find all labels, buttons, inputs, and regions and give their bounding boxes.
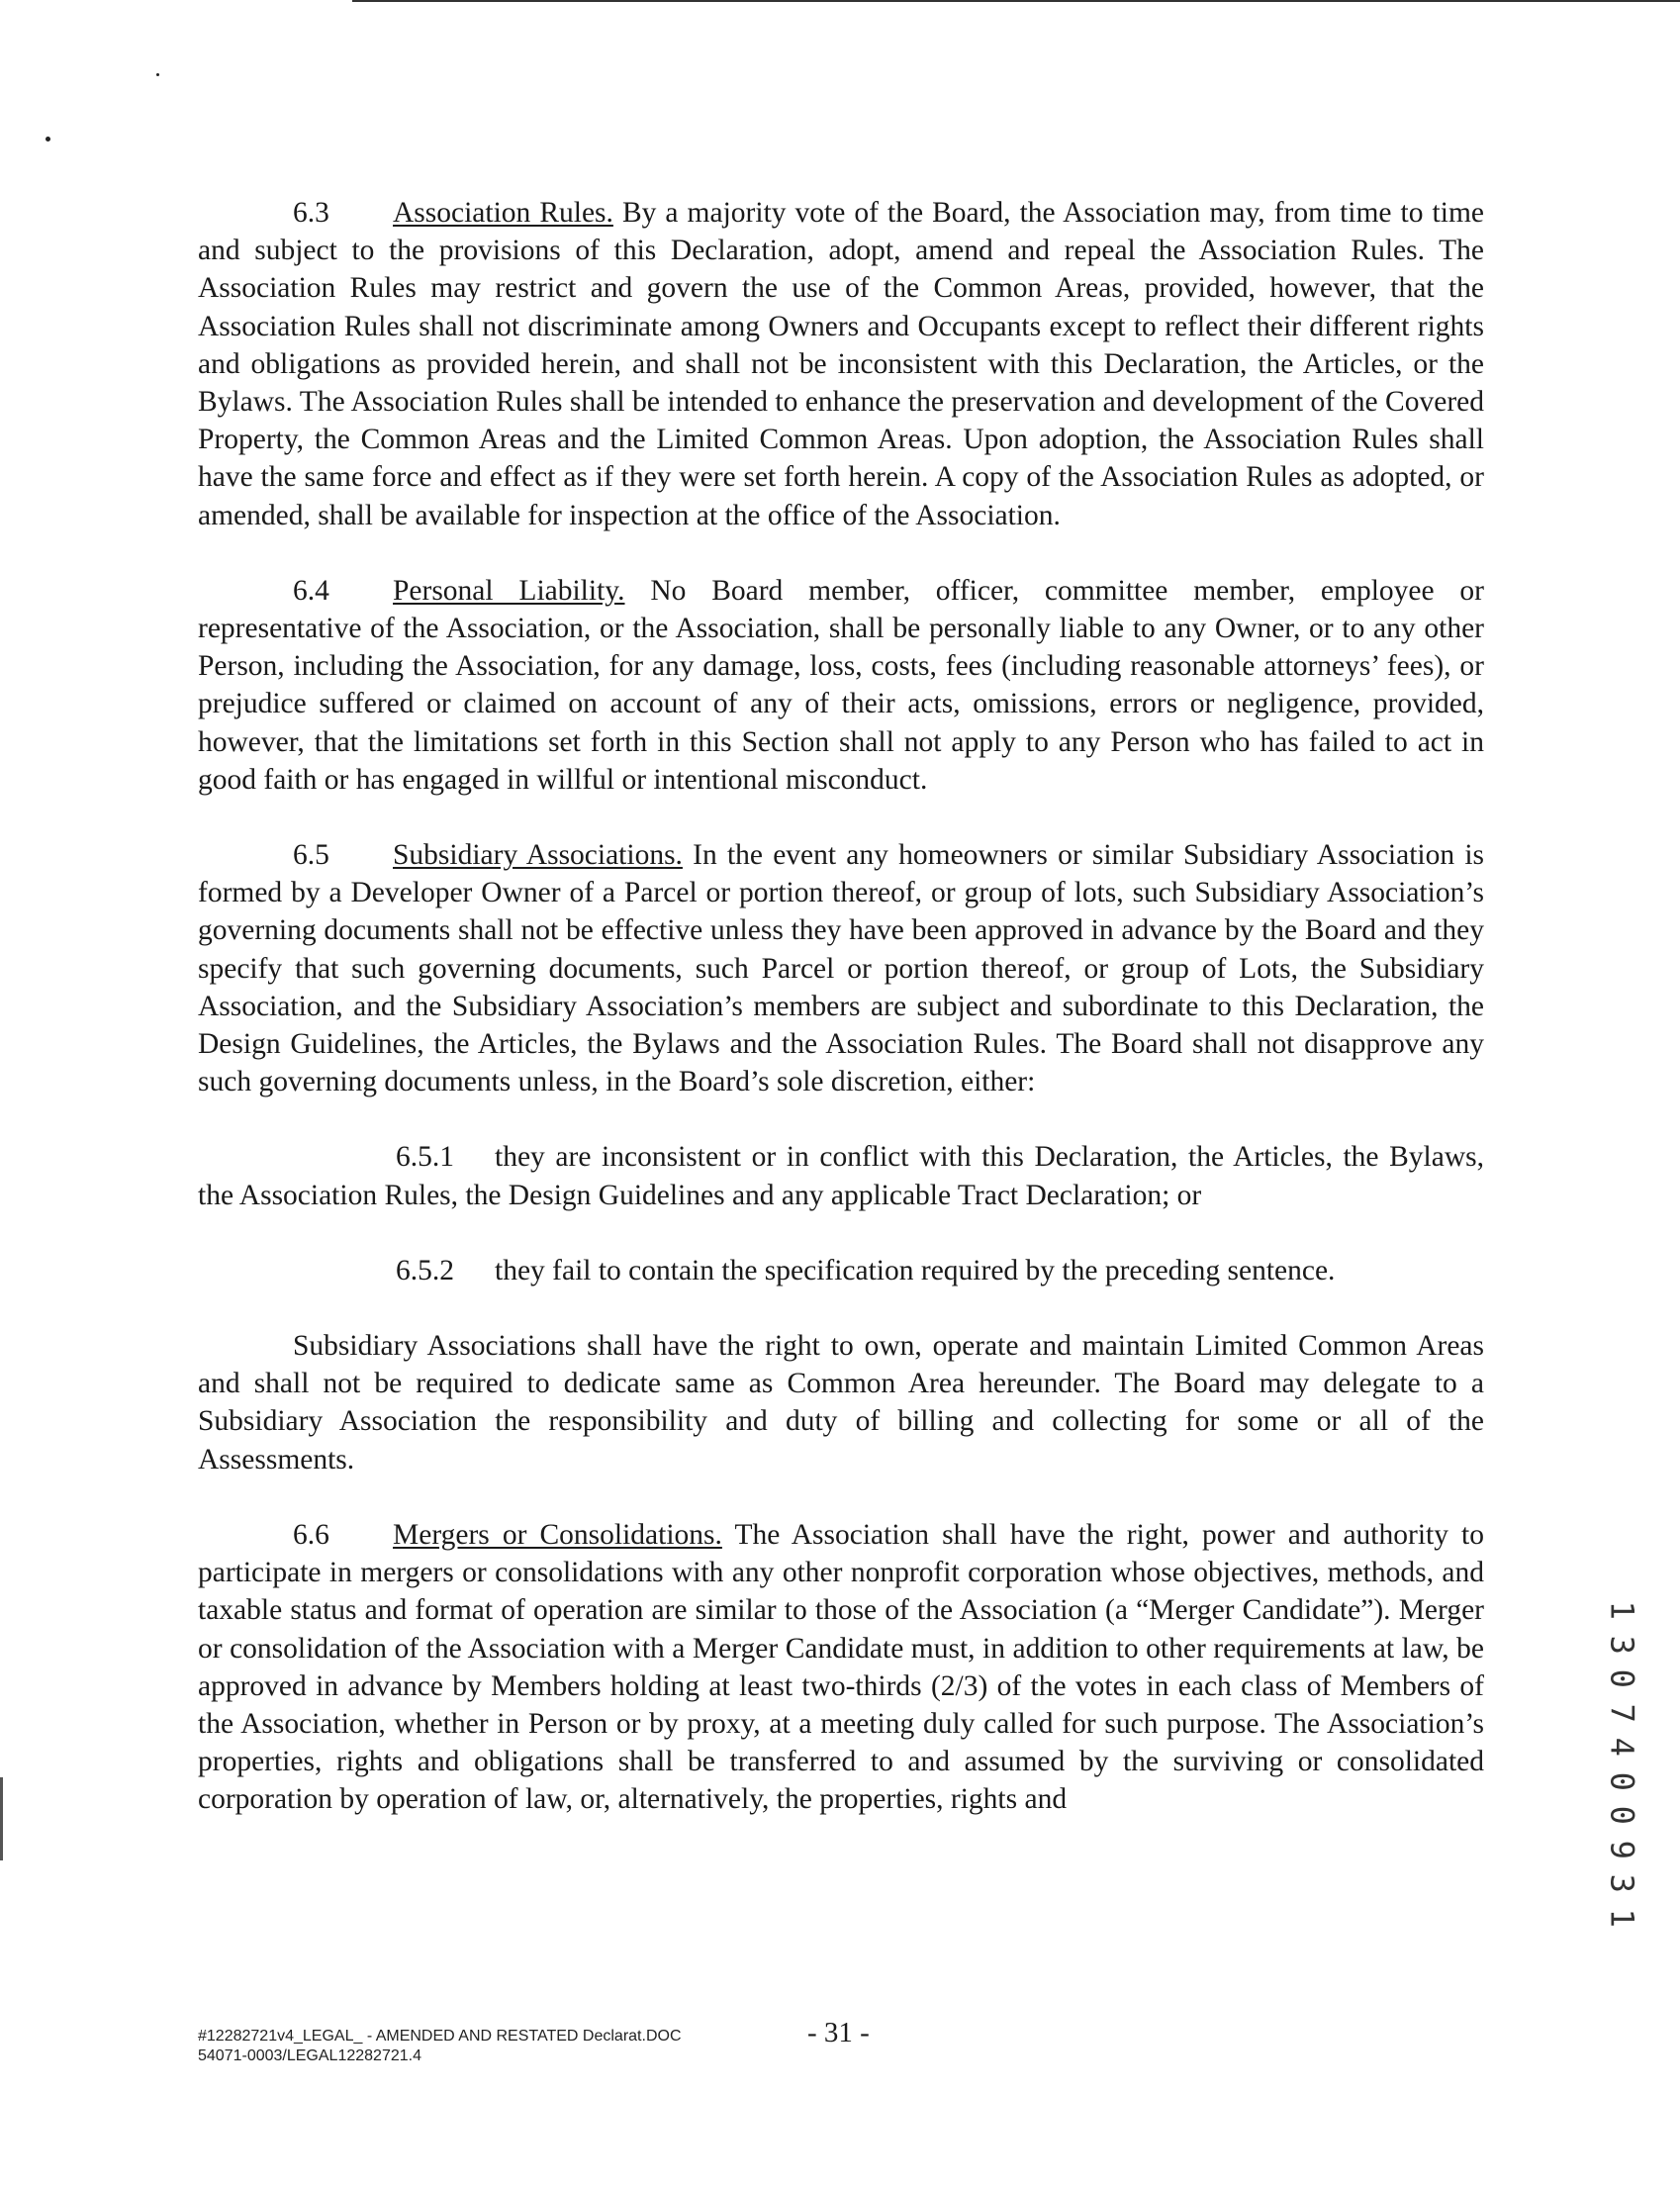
document-body [198, 194, 1484, 1856]
section-6-4 [198, 572, 1484, 799]
top-scan-rule [352, 0, 1680, 2]
footer-line-2: 54071-0003/LEGAL12282721.4 [198, 2047, 421, 2064]
stamp-digit: 4 [1603, 1737, 1641, 1757]
section-number: 6.4 [293, 574, 329, 607]
stamp-digit: 9 [1603, 1840, 1641, 1859]
footer-doc-id [198, 2027, 682, 2066]
section-heading: Subsidiary Associations. [393, 839, 683, 872]
section-6-6 [198, 1516, 1484, 1819]
scan-speck [46, 137, 50, 142]
subsection-text: they are inconsistent or in conflict with this Declaration, the Articles, the Bylaws, the Association Rules, the Design Guidelines and any applicable Tract Declaration; or [198, 1141, 1484, 1211]
stamp-digit: 0 [1603, 1668, 1641, 1688]
stamp-digit: 7 [1603, 1703, 1641, 1723]
section-heading: Personal Liability. [393, 574, 625, 607]
subsection-6-5-1 [198, 1138, 1484, 1213]
section-text: By a majority vote of the Board, the Association may, from time to time and subject to the provisions of this Declaration, adopt, amend and repeal the Association Rules. The Association Rules may restrict and govern the use of the Common Areas, provided, however, that the Association Rules shall not discriminate among Owners and Occupants except to reflect their different rights and obligations as provided herein, and shall not be inconsistent with this Declaration, the Articles, or the Bylaws. The Association Rules shall be intended to enhance the preservation and development of the Covered Property, the Common Areas and the Limited Common Areas. Upon adoption, the Association Rules shall have the same force and effect as if they were set forth herein. A copy of the Association Rules as adopted, or amended, shall be available for inspection at the office of the Association. [198, 197, 1484, 531]
scan-speck [156, 73, 159, 76]
recording-stamp [1603, 1593, 1641, 1935]
subsection-6-5-2 [198, 1252, 1484, 1289]
subsection-number: 6.5.1 [396, 1141, 454, 1174]
section-heading: Association Rules. [393, 197, 613, 229]
section-number: 6.3 [293, 197, 329, 229]
section-number: 6.6 [293, 1518, 329, 1551]
stamp-digit: 3 [1603, 1635, 1641, 1655]
stamp-digit: 1 [1603, 1908, 1641, 1928]
page-number: - 31 - [807, 2017, 870, 2048]
footer-line-1: #12282721v4_LEGAL_ - AMENDED AND RESTATED Declarat.DOC [198, 2028, 682, 2045]
stamp-digit: 0 [1603, 1771, 1641, 1791]
section-heading: Mergers or Consolidations. [393, 1518, 722, 1551]
subsection-number: 6.5.2 [396, 1254, 454, 1286]
subsection-text: they fail to contain the specification required by the preceding sentence. [495, 1254, 1336, 1286]
stamp-digit: 3 [1603, 1873, 1641, 1893]
continuation-paragraph: Subsidiary Associations shall have the right to own, operate and maintain Limited Common Areas and shall not be required to dedicate same as Common Area hereunder. The Board may delegate to a Subsidiary Association the responsibility and duty of billing and collecting for some or all of the Assessments. [198, 1330, 1484, 1475]
recording-stamp-text [1603, 1593, 1641, 1935]
section-text: In the event any homeowners or similar Subsidiary Association is formed by a Developer Owner of a Parcel or portion thereof, or group of lots, such Subsidiary Association’s governing documents shall not be effective unless they have been approved in advance by the Board and they specify that such governing documents, such Parcel or portion thereof, or group of Lots, the Subsidiary Association, and the Subsidiary Association’s members are subject and subordinate to this Declaration, the Design Guidelines, the Articles, the Bylaws and the Association Rules. The Board shall not disapprove any such governing documents unless, in the Board’s sole discretion, either: [198, 839, 1484, 1098]
scan-edge-mark [0, 1777, 3, 1860]
section-6-5 [198, 836, 1484, 1100]
section-text: The Association shall have the right, power and authority to participate in mergers or consolidations with any other nonprofit corporation whose objectives, methods, and taxable status and format of operation are similar to those of the Association (a “Merger Candidate”). Merger or consolidation of the Association with a Merger Candidate must, in addition to other requirements at law, be approved in advance by Members holding at least two-thirds (2/3) of the votes in each class of Members of the Association, whether in Person or by proxy, at a meeting duly called for such purpose. The Association’s properties, rights and obligations shall be transferred to and assumed by the surviving or consolidated corporation by operation of law, or, alternatively, the properties, rights and [198, 1518, 1484, 1816]
stamp-digit: 1 [1603, 1600, 1641, 1620]
stamp-digit: 0 [1603, 1805, 1641, 1825]
section-6-3 [198, 194, 1484, 534]
section-number: 6.5 [293, 839, 329, 872]
section-text: No Board member, officer, committee member, employee or representative of the Association, or the Association, shall be personally liable to any Owner, or to any other Person, including the Association, for any damage, loss, costs, fees (including reasonable attorneys’ fees), or prejudice suffered or claimed on account of any of their acts, omissions, errors or negligence, provided, however, that the limitations set forth in this Section shall not apply to any Person who has failed to act in good faith or has engaged in willful or intentional misconduct. [198, 574, 1484, 796]
